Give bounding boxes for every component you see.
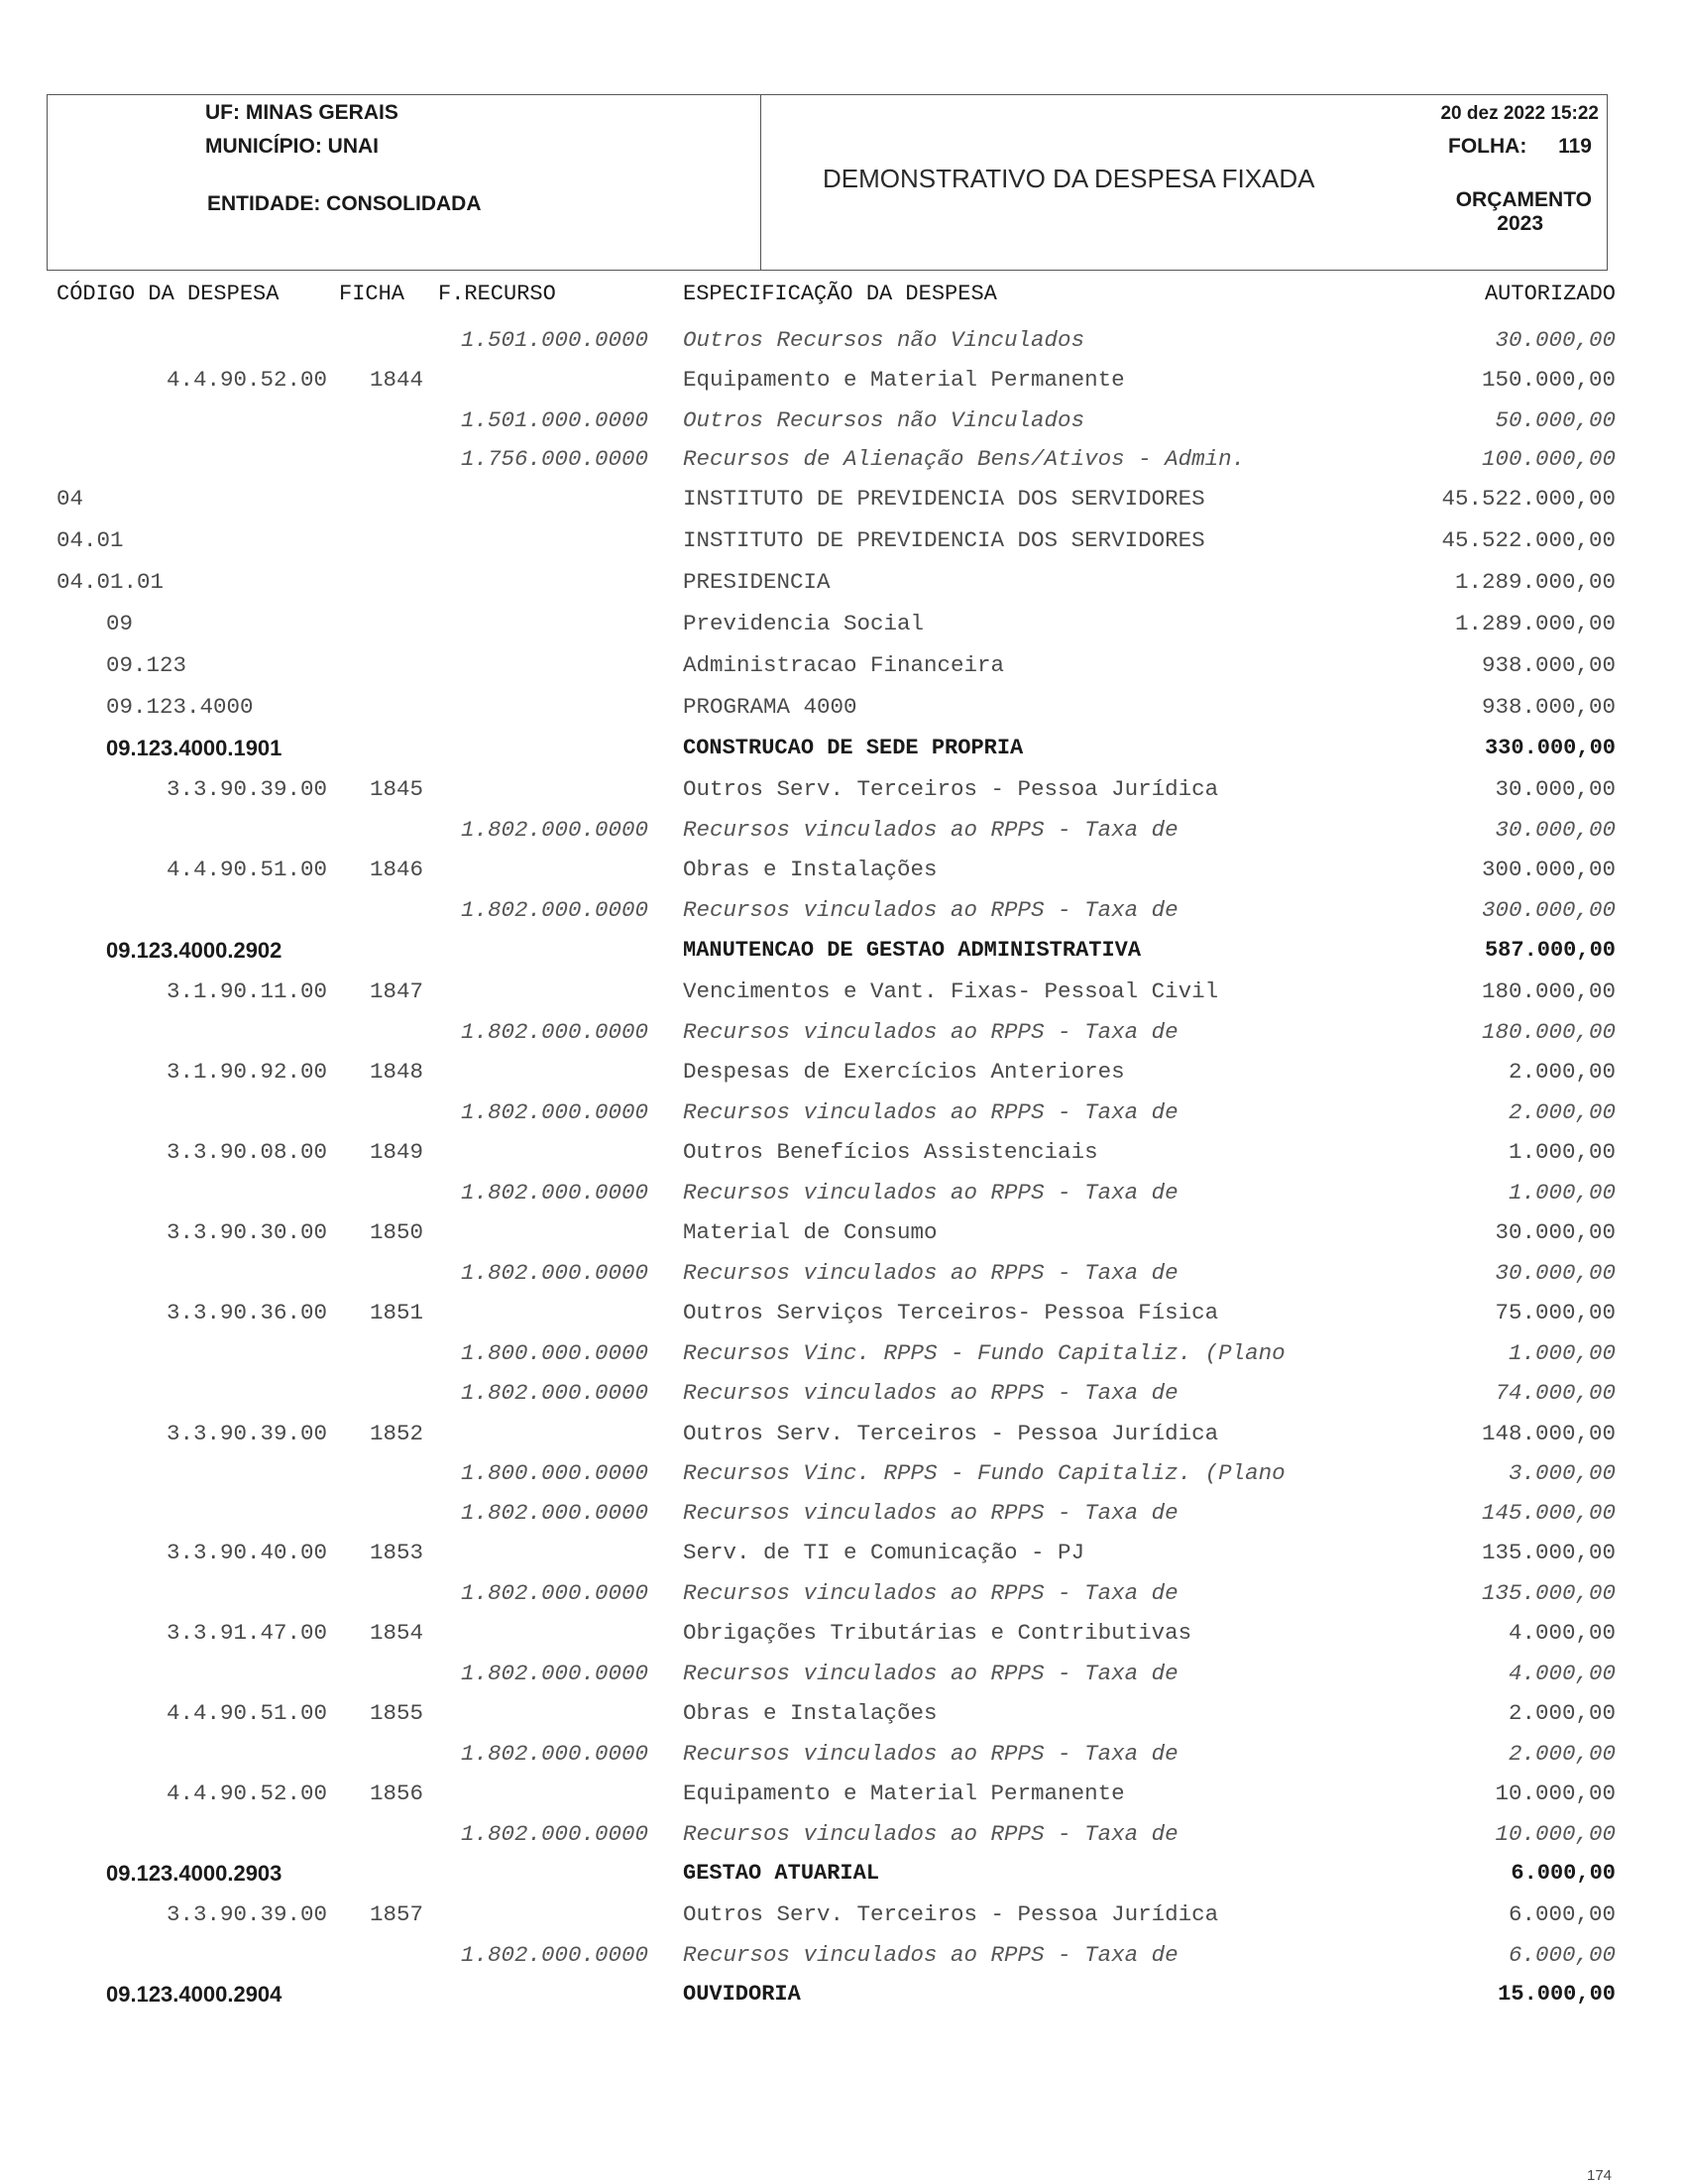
municipio-label: MUNICÍPIO: UNAI	[205, 135, 379, 158]
resource-code: 1.802.000.0000	[461, 1019, 649, 1045]
resource-code: 1.800.000.0000	[461, 1340, 649, 1366]
header-divider	[760, 95, 761, 270]
authorized-value: 2.000,00	[1508, 1059, 1616, 1085]
authorized-value: 938.000,00	[1481, 652, 1616, 678]
expense-description: Recursos vinculados ao RPPS - Taxa de	[683, 1942, 1179, 1968]
table-row	[0, 1099, 1686, 1129]
folha-label: FOLHA:	[1448, 135, 1527, 158]
authorized-value: 135.000,00	[1481, 1580, 1616, 1606]
authorized-value: 2.000,00	[1508, 1099, 1616, 1125]
expense-description: Equipamento e Material Permanente	[683, 367, 1125, 393]
expense-code: 04.01	[56, 527, 124, 553]
resource-code: 1.501.000.0000	[461, 327, 649, 353]
table-row	[0, 1821, 1686, 1851]
ficha-number: 1853	[370, 1540, 424, 1565]
ficha-number: 1850	[370, 1219, 424, 1245]
authorized-value: 74.000,00	[1495, 1380, 1616, 1406]
authorized-value: 6.000,00	[1508, 1901, 1616, 1927]
expense-description: OUVIDORIA	[683, 1982, 801, 2007]
ficha-number: 1854	[370, 1620, 424, 1646]
ficha-number: 1849	[370, 1139, 424, 1165]
expense-description: Recursos vinculados ao RPPS - Taxa de	[683, 1180, 1179, 1206]
report-title: DEMONSTRATIVO DA DESPESA FIXADA	[823, 164, 1315, 193]
authorized-value: 10.000,00	[1495, 1781, 1616, 1806]
authorized-value: 30.000,00	[1495, 776, 1616, 802]
table-row	[0, 407, 1686, 437]
expense-description: Recursos vinculados ao RPPS - Taxa de	[683, 897, 1179, 923]
authorized-value: 3.000,00	[1508, 1460, 1616, 1486]
expense-code: 09	[106, 611, 134, 636]
expense-code: 09.123	[106, 652, 187, 678]
expense-description: PRESIDENCIA	[683, 569, 831, 595]
table-row	[0, 694, 1686, 724]
table-row	[0, 486, 1686, 516]
table-row	[0, 1421, 1686, 1450]
expense-description: PROGRAMA 4000	[683, 694, 857, 720]
authorized-value: 45.522.000,00	[1441, 486, 1616, 512]
table-row	[0, 1901, 1686, 1931]
expense-code: 09.123.4000.2904	[106, 1982, 282, 2007]
table-row	[0, 857, 1686, 886]
expense-code: 3.3.90.30.00	[167, 1219, 328, 1245]
resource-code: 1.501.000.0000	[461, 407, 649, 433]
table-row	[0, 1219, 1686, 1249]
expense-code: 3.3.90.39.00	[167, 1901, 328, 1927]
resource-code: 1.802.000.0000	[461, 1260, 649, 1286]
authorized-value: 1.000,00	[1508, 1340, 1616, 1366]
folha-value: 119	[1558, 135, 1592, 158]
expense-description: Obras e Instalações	[683, 857, 938, 882]
table-row	[0, 1019, 1686, 1049]
expense-code: 09.123.4000.1901	[106, 736, 282, 760]
expense-code: 4.4.90.52.00	[167, 1781, 328, 1806]
authorized-value: 300.000,00	[1481, 857, 1616, 882]
table-row	[0, 1500, 1686, 1530]
authorized-value: 30.000,00	[1495, 327, 1616, 353]
authorized-value: 1.000,00	[1508, 1180, 1616, 1206]
table-row	[0, 736, 1686, 765]
expense-description: Material de Consumo	[683, 1219, 938, 1245]
uf-label: UF: MINAS GERAIS	[205, 101, 398, 124]
ficha-number: 1847	[370, 978, 424, 1004]
table-row	[0, 1540, 1686, 1569]
authorized-value: 75.000,00	[1495, 1300, 1616, 1325]
col-codigo: CÓDIGO DA DESPESA	[56, 282, 280, 306]
expense-description: Recursos vinculados ao RPPS - Taxa de	[683, 1260, 1179, 1286]
ficha-number: 1857	[370, 1901, 424, 1927]
expense-description: MANUTENCAO DE GESTAO ADMINISTRATIVA	[683, 938, 1142, 963]
expense-code: 4.4.90.52.00	[167, 367, 328, 393]
table-row	[0, 1300, 1686, 1329]
expense-description: Recursos vinculados ao RPPS - Taxa de	[683, 1099, 1179, 1125]
expense-description: Recursos vinculados ao RPPS - Taxa de	[683, 1580, 1179, 1606]
table-row	[0, 611, 1686, 640]
expense-description: Recursos vinculados ao RPPS - Taxa de	[683, 1500, 1179, 1526]
resource-code: 1.802.000.0000	[461, 1380, 649, 1406]
expense-description: Previdencia Social	[683, 611, 925, 636]
authorized-value: 100.000,00	[1481, 446, 1616, 472]
expense-description: Outros Recursos não Vinculados	[683, 327, 1085, 353]
expense-description: Obrigações Tributárias e Contributivas	[683, 1620, 1192, 1646]
table-row	[0, 1580, 1686, 1610]
expense-description: Outros Serv. Terceiros - Pessoa Jurídica	[683, 1901, 1219, 1927]
expense-description: Recursos de Alienação Bens/Ativos - Admin.	[683, 446, 1246, 472]
expense-description: Outros Serviços Terceiros- Pessoa Física	[683, 1300, 1219, 1325]
expense-description: Recursos vinculados ao RPPS - Taxa de	[683, 1380, 1179, 1406]
col-recurso: F.RECURSO	[438, 282, 556, 306]
table-row	[0, 1741, 1686, 1771]
authorized-value: 50.000,00	[1495, 407, 1616, 433]
ficha-number: 1848	[370, 1059, 424, 1085]
expense-code: 04	[56, 486, 84, 512]
authorized-value: 150.000,00	[1481, 367, 1616, 393]
expense-code: 04.01.01	[56, 569, 165, 595]
authorized-value: 180.000,00	[1481, 1019, 1616, 1045]
report-datetime: 20 dez 2022 15:22	[1440, 103, 1599, 124]
table-row	[0, 1620, 1686, 1650]
expense-description: Recursos vinculados ao RPPS - Taxa de	[683, 1019, 1179, 1045]
expense-description: INSTITUTO DE PREVIDENCIA DOS SERVIDORES	[683, 486, 1205, 512]
authorized-value: 45.522.000,00	[1441, 527, 1616, 553]
expense-description: Obras e Instalações	[683, 1700, 938, 1726]
authorized-value: 4.000,00	[1508, 1661, 1616, 1686]
table-row	[0, 776, 1686, 806]
expense-code: 09.123.4000	[106, 694, 254, 720]
expense-description: Outros Benefícios Assistenciais	[683, 1139, 1098, 1165]
expense-code: 3.3.91.47.00	[167, 1620, 328, 1646]
expense-description: GESTAO ATUARIAL	[683, 1861, 880, 1886]
expense-code: 4.4.90.51.00	[167, 1700, 328, 1726]
expense-description: Recursos vinculados ao RPPS - Taxa de	[683, 1661, 1179, 1686]
table-row	[0, 446, 1686, 476]
authorized-value: 1.289.000,00	[1454, 569, 1616, 595]
resource-code: 1.802.000.0000	[461, 1180, 649, 1206]
expense-code: 3.3.90.08.00	[167, 1139, 328, 1165]
ficha-number: 1844	[370, 367, 424, 393]
authorized-value: 10.000,00	[1495, 1821, 1616, 1847]
authorized-value: 180.000,00	[1481, 978, 1616, 1004]
expense-code: 4.4.90.51.00	[167, 857, 328, 882]
expense-code: 09.123.4000.2902	[106, 938, 282, 963]
table-row	[0, 897, 1686, 927]
resource-code: 1.802.000.0000	[461, 1741, 649, 1767]
resource-code: 1.802.000.0000	[461, 817, 649, 843]
expense-description: Outros Recursos não Vinculados	[683, 407, 1085, 433]
resource-code: 1.802.000.0000	[461, 1942, 649, 1968]
table-row	[0, 1380, 1686, 1410]
resource-code: 1.802.000.0000	[461, 1661, 649, 1686]
expense-code: 3.1.90.92.00	[167, 1059, 328, 1085]
table-row	[0, 1661, 1686, 1690]
authorized-value: 135.000,00	[1481, 1540, 1616, 1565]
resource-code: 1.802.000.0000	[461, 897, 649, 923]
expense-description: Recursos vinculados ao RPPS - Taxa de	[683, 817, 1179, 843]
resource-code: 1.800.000.0000	[461, 1460, 649, 1486]
authorized-value: 938.000,00	[1481, 694, 1616, 720]
table-row	[0, 527, 1686, 557]
expense-description: Despesas de Exercícios Anteriores	[683, 1059, 1125, 1085]
ficha-number: 1856	[370, 1781, 424, 1806]
authorized-value: 30.000,00	[1495, 1219, 1616, 1245]
resource-code: 1.756.000.0000	[461, 446, 649, 472]
authorized-value: 30.000,00	[1495, 817, 1616, 843]
resource-code: 1.802.000.0000	[461, 1500, 649, 1526]
expense-code: 3.3.90.39.00	[167, 776, 328, 802]
expense-description: CONSTRUCAO DE SEDE PROPRIA	[683, 736, 1024, 760]
col-autorizado: AUTORIZADO	[1484, 282, 1616, 306]
table-row	[0, 1861, 1686, 1891]
entidade-label: ENTIDADE: CONSOLIDADA	[207, 192, 482, 215]
table-row	[0, 1942, 1686, 1972]
orcamento-label: ORÇAMENTO	[1455, 188, 1592, 211]
authorized-value: 1.000,00	[1508, 1139, 1616, 1165]
table-row	[0, 1180, 1686, 1209]
table-row	[0, 652, 1686, 682]
table-row	[0, 569, 1686, 599]
orcamento-year: 2023	[1497, 212, 1543, 235]
table-row	[0, 978, 1686, 1008]
resource-code: 1.802.000.0000	[461, 1821, 649, 1847]
expense-description: INSTITUTO DE PREVIDENCIA DOS SERVIDORES	[683, 527, 1205, 553]
expense-description: Serv. de TI e Comunicação - PJ	[683, 1540, 1085, 1565]
authorized-value: 6.000,00	[1511, 1861, 1616, 1886]
table-row	[0, 1260, 1686, 1290]
authorized-value: 2.000,00	[1508, 1741, 1616, 1767]
authorized-value: 330.000,00	[1484, 736, 1616, 760]
expense-description: Recursos Vinc. RPPS - Fundo Capitaliz. (Plano	[683, 1460, 1286, 1486]
authorized-value: 1.289.000,00	[1454, 611, 1616, 636]
table-row	[0, 1700, 1686, 1730]
table-row	[0, 938, 1686, 968]
expense-code: 09.123.4000.2903	[106, 1861, 282, 1886]
resource-code: 1.802.000.0000	[461, 1580, 649, 1606]
expense-code: 3.3.90.40.00	[167, 1540, 328, 1565]
ficha-number: 1852	[370, 1421, 424, 1446]
table-row	[0, 367, 1686, 397]
table-row	[0, 1460, 1686, 1490]
expense-description: Administracao Financeira	[683, 652, 1005, 678]
authorized-value: 145.000,00	[1481, 1500, 1616, 1526]
ficha-number: 1846	[370, 857, 424, 882]
expense-description: Recursos vinculados ao RPPS - Taxa de	[683, 1741, 1179, 1767]
table-row	[0, 1340, 1686, 1370]
ficha-number: 1855	[370, 1700, 424, 1726]
page-number: 174	[1587, 2167, 1613, 2184]
expense-description: Recursos Vinc. RPPS - Fundo Capitaliz. (Plano	[683, 1340, 1286, 1366]
table-row	[0, 817, 1686, 847]
col-ficha: FICHA	[339, 282, 405, 306]
expense-code: 3.3.90.36.00	[167, 1300, 328, 1325]
authorized-value: 2.000,00	[1508, 1700, 1616, 1726]
ficha-number: 1845	[370, 776, 424, 802]
authorized-value: 4.000,00	[1508, 1620, 1616, 1646]
authorized-value: 15.000,00	[1498, 1982, 1616, 2007]
expense-description: Outros Serv. Terceiros - Pessoa Jurídica	[683, 776, 1219, 802]
table-row	[0, 1982, 1686, 2012]
table-row	[0, 1781, 1686, 1810]
expense-description: Outros Serv. Terceiros - Pessoa Jurídica	[683, 1421, 1219, 1446]
authorized-value: 6.000,00	[1508, 1942, 1616, 1968]
resource-code: 1.802.000.0000	[461, 1099, 649, 1125]
table-row	[0, 1059, 1686, 1089]
table-row	[0, 327, 1686, 357]
ficha-number: 1851	[370, 1300, 424, 1325]
authorized-value: 148.000,00	[1481, 1421, 1616, 1446]
expense-description: Recursos vinculados ao RPPS - Taxa de	[683, 1821, 1179, 1847]
expense-description: Equipamento e Material Permanente	[683, 1781, 1125, 1806]
expense-code: 3.3.90.39.00	[167, 1421, 328, 1446]
expense-description: Vencimentos e Vant. Fixas- Pessoal Civil	[683, 978, 1219, 1004]
authorized-value: 30.000,00	[1495, 1260, 1616, 1286]
authorized-value: 300.000,00	[1481, 897, 1616, 923]
expense-code: 3.1.90.11.00	[167, 978, 328, 1004]
table-row	[0, 1139, 1686, 1169]
col-especificacao: ESPECIFICAÇÃO DA DESPESA	[683, 282, 997, 306]
authorized-value: 587.000,00	[1484, 938, 1616, 963]
